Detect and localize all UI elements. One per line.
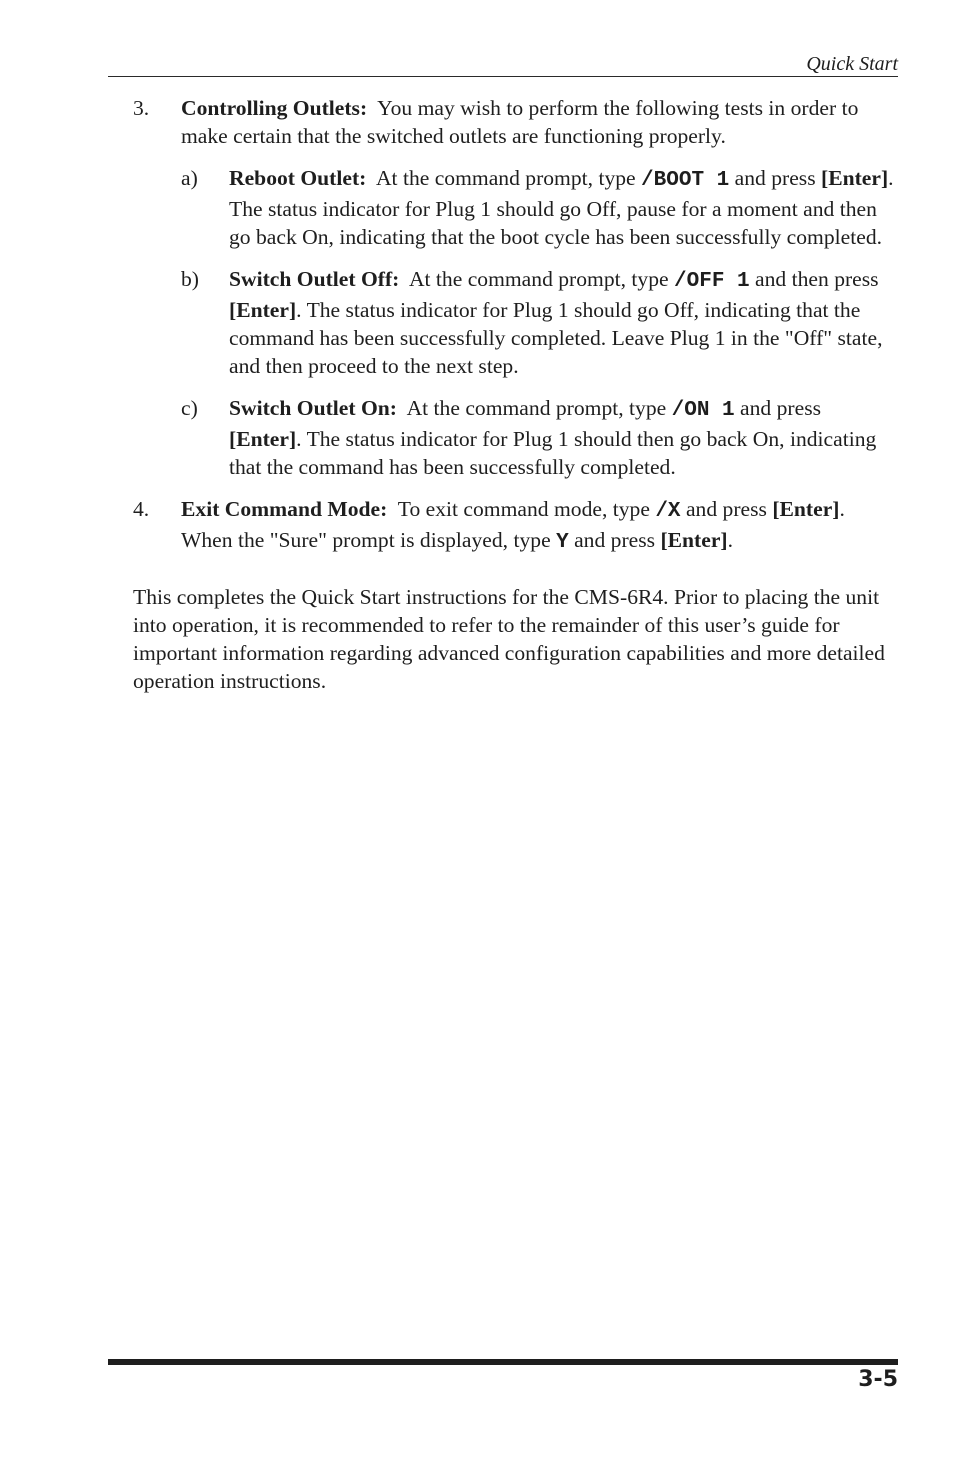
key-text: [Enter]: [821, 166, 889, 190]
substep-text: At the command prompt, type: [375, 166, 642, 190]
substep-c: [181, 394, 896, 481]
substep-title: Switch Outlet Off:: [229, 267, 400, 291]
header-rule: [108, 76, 898, 77]
substep-title: Reboot Outlet:: [229, 166, 367, 190]
step-title: Exit Command Mode:: [181, 497, 388, 521]
command-text: /ON 1: [671, 399, 735, 422]
step-text: .: [727, 528, 733, 552]
substep-text: and then press: [749, 267, 879, 291]
key-text: [Enter]: [772, 497, 840, 521]
substep-text: . The status indicator for Plug 1 should then go back On, indicating that the command has been successfully completed.: [229, 427, 877, 479]
page-number: 3-5: [858, 1367, 898, 1392]
step-title: Controlling Outlets:: [181, 96, 368, 120]
step-4: [0, 495, 896, 557]
step-3: [0, 94, 896, 481]
key-text: [Enter]: [660, 528, 728, 552]
step-text: . When the "Sure" prompt is displayed, type: [181, 497, 845, 552]
substep-text: At the command prompt, type: [408, 267, 675, 291]
substep-text: . The status indicator for Plug 1 should go Off, pause for a moment and then go back On, indicating that the boot cycle has been successfully completed.: [229, 166, 894, 249]
step-text: and press: [568, 528, 661, 552]
key-text: [Enter]: [229, 298, 297, 322]
closing-paragraph: This completes the Quick Start instructions for the CMS-6R4. Prior to placing the unit into operation, it is recommended to refer to the remainder of this user’s guide for important information regarding advanced configuration capabilities and more detailed operation instructions.: [133, 585, 885, 693]
command-text: /BOOT 1: [641, 169, 730, 192]
substep-text: At the command prompt, type: [406, 396, 672, 420]
step-text: You may wish to perform the following tests in order to make certain that the switched outlets are functioning properly.: [181, 96, 859, 148]
substep-title: Switch Outlet On:: [229, 396, 397, 420]
step-number: 4.: [133, 497, 150, 521]
substep-a: [181, 164, 896, 251]
substep-text: . The status indicator for Plug 1 should go Off, indicating that the command has been successfully completed. Leave Plug 1 in the "Off" state, and then proceed to the next step.: [229, 298, 883, 378]
command-text: /OFF 1: [674, 270, 750, 293]
command-text: /X: [655, 500, 681, 523]
substep-letter: c): [181, 396, 198, 420]
step-text: To exit command mode, type: [397, 497, 656, 521]
substep-text: and press: [729, 166, 822, 190]
step-number: 3.: [133, 96, 150, 120]
footer-rule: [108, 1359, 898, 1365]
substep-b: [181, 265, 896, 380]
substep-text: and press: [734, 396, 822, 420]
command-text: Y: [556, 531, 569, 554]
step-3-intro: [181, 94, 896, 150]
step-text: and press: [680, 497, 773, 521]
substep-letter: a): [181, 166, 198, 190]
page-content: [0, 94, 954, 695]
key-text: [Enter]: [229, 427, 297, 451]
substep-letter: b): [181, 267, 199, 291]
running-header: Quick Start: [806, 53, 898, 75]
